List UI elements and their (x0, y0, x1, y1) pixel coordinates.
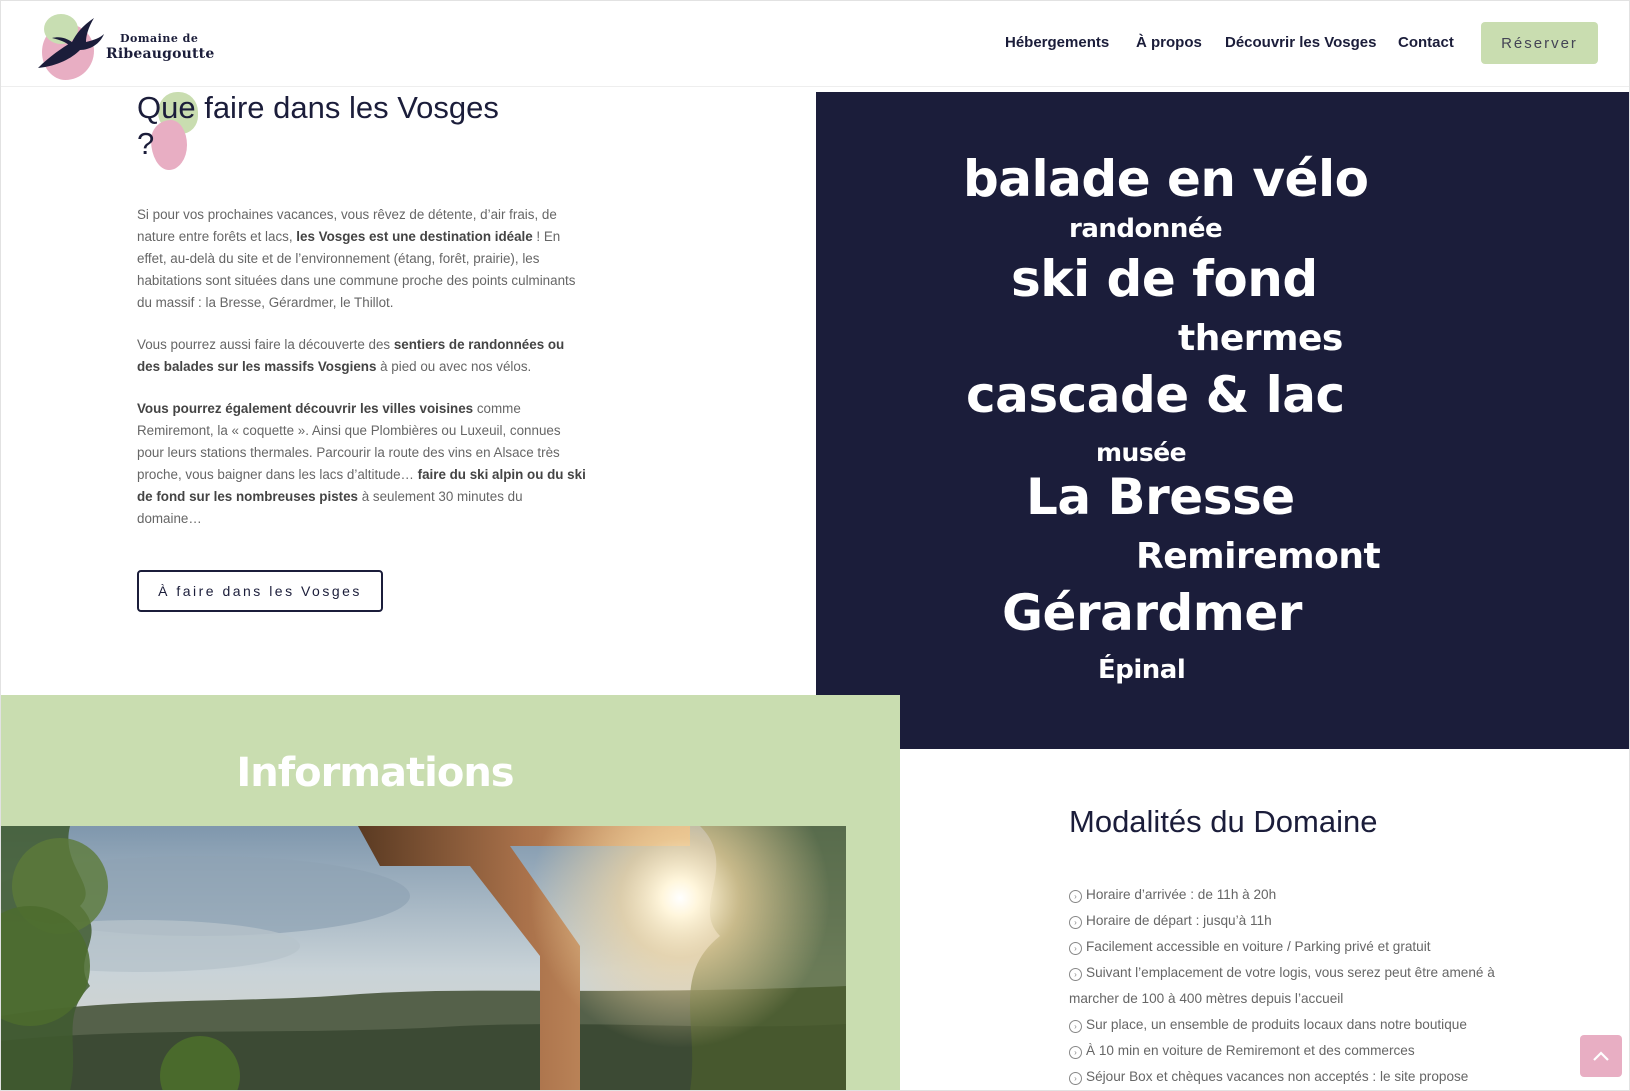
vosges-title-line2: ? (137, 126, 155, 161)
p3-text-end: à seulement 30 minutes du domaine… (137, 489, 523, 526)
word-ski-de-fond: ski de fond (1011, 250, 1318, 308)
nav-decouvrir-vosges[interactable]: Découvrir les Vosges (1225, 34, 1377, 51)
list-item (1069, 934, 1509, 960)
p3-bold-1: Vous pourrez également découvrir les villes voisines (137, 401, 474, 416)
informations-band-side (846, 826, 900, 1091)
chevron-up-icon (1592, 1050, 1610, 1062)
p1-bold: les Vosges est une destination idéale (296, 229, 533, 244)
p2-bold: sentiers de randonnées ou des balades sur les massifs Vosgiens (137, 337, 565, 374)
logo-text-line2: Ribeaugoutte (106, 46, 215, 62)
vosges-paragraph-1 (137, 204, 587, 314)
word-la-bresse: La Bresse (1026, 468, 1295, 526)
landscape-photo (0, 826, 846, 1091)
modalite-text: Facilement accessible en voiture / Parking privé et gratuit (1086, 939, 1431, 954)
list-item (1069, 960, 1509, 1012)
modalites-list (1069, 882, 1509, 1090)
p3-bold-2: faire du ski alpin ou du ski de fond sur les nombreuses pistes (137, 467, 586, 504)
chevron-right-circle-icon: › (1069, 916, 1082, 929)
site-logo[interactable] (36, 8, 215, 82)
word-cascade-lac: cascade & lac (966, 366, 1345, 424)
p2-text-end: à pied ou avec nos vélos. (376, 359, 532, 374)
reserve-button[interactable]: Réserver (1481, 22, 1598, 64)
modalite-text: Suivant l’emplacement de votre logis, vous serez peut être amené à marcher de 100 à 400 mètres depuis l’accueil (1069, 965, 1495, 1006)
modalites-title: Modalités du Domaine (1069, 804, 1378, 839)
vosges-paragraph-3 (137, 398, 587, 530)
nav-contact[interactable]: Contact (1398, 34, 1454, 51)
informations-title: Informations (236, 750, 514, 796)
chevron-right-circle-icon: › (1069, 1072, 1082, 1085)
swallow-icon (36, 12, 106, 76)
chevron-right-circle-icon: › (1069, 942, 1082, 955)
list-item (1069, 1012, 1509, 1038)
p2-text: Vous pourrez aussi faire la découverte des (137, 337, 394, 352)
logo-text-line1: Domaine de (120, 32, 199, 45)
word-randonnee: randonnée (1069, 214, 1223, 244)
modalite-text: Séjour Box et chèques vacances non acceptés : le site propose (1086, 1069, 1469, 1084)
vosges-title-line1: Que faire dans les Vosges (137, 90, 499, 125)
chevron-right-circle-icon: › (1069, 890, 1082, 903)
word-balade-en-velo: balade en vélo (963, 150, 1369, 208)
sunset-landscape-image (0, 826, 846, 1091)
vosges-title (137, 90, 557, 162)
modalite-text: À 10 min en voiture de Remiremont et des commerces (1086, 1043, 1415, 1058)
word-epinal: Épinal (1098, 655, 1186, 685)
list-item (1069, 1038, 1509, 1064)
list-item (1069, 908, 1509, 934)
p1-text: Si pour vos prochaines vacances, vous rêvez de détente, d’air frais, de nature entre forêts et lacs, (137, 207, 557, 244)
modalite-text: Horaire d’arrivée : de 11h à 20h (1086, 887, 1277, 902)
nav-hebergements[interactable]: Hébergements (1005, 34, 1110, 51)
list-item (1069, 1064, 1509, 1090)
p3-text: comme Remiremont, la « coquette ». Ainsi que Plombières ou Luxeuil, connues pour leurs stations thermales. Parcourir la route des vins en Alsace très proche, vous baigner dans les lacs d’altitude… (137, 401, 561, 482)
activities-word-cloud (816, 92, 1630, 749)
word-gerardmer: Gérardmer (1002, 584, 1302, 642)
modalite-text: Sur place, un ensemble de produits locaux dans notre boutique (1086, 1017, 1467, 1032)
site-header (0, 0, 1630, 87)
p1-text-end: ! En effet, au-delà du site et de l’environnement (étang, forêt, prairie), les habitations sont situées dans une commune proche des points culminants du massif : la Bresse, Gérardmer, le Thillot. (137, 229, 576, 310)
vosges-paragraph-2 (137, 334, 587, 378)
word-musee: musée (1096, 438, 1187, 467)
word-thermes: thermes (1178, 318, 1343, 359)
chevron-right-circle-icon: › (1069, 968, 1082, 981)
list-item (1069, 882, 1509, 908)
modalite-text: Horaire de départ : jusqu’à 11h (1086, 913, 1272, 928)
vosges-activities-button[interactable]: À faire dans les Vosges (137, 570, 383, 612)
chevron-right-circle-icon: › (1069, 1020, 1082, 1033)
nav-a-propos[interactable]: À propos (1136, 34, 1202, 51)
word-remiremont: Remiremont (1136, 536, 1381, 577)
chevron-right-circle-icon: › (1069, 1046, 1082, 1059)
scroll-to-top-button[interactable] (1580, 1035, 1622, 1077)
